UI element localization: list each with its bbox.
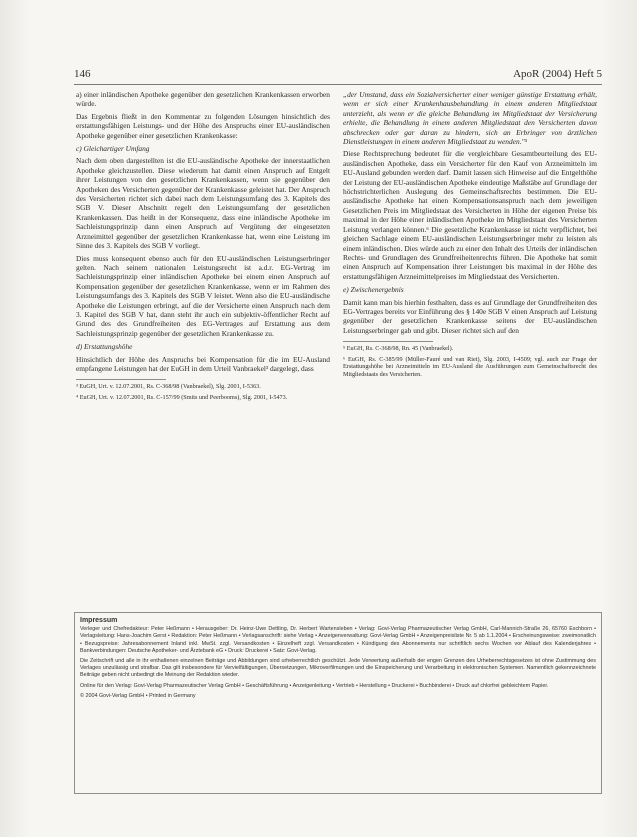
section-heading: c) Gleichartiger Umfang xyxy=(76,144,150,154)
impressum-title: Impressum xyxy=(80,617,118,624)
paragraph: Diese Rechtsprechung bedeutet für die vergleichbare Gesamtbeurteilung des EU-ausländischen Apotheke, dass ein Versicherter für den Kauf von Arzneimitteln im EU-Ausland gebunden werden darf. Damit lassen sich Hinweise auf die Entgelthöhe der Leistung der EU-ausländischen Apotheke eindeutige Maßstäbe auf Grundlage der höchstrichterlichen Auslegung des Gemeinschaftsrechts bestimmen. Die EU-ausländische Apotheke hat einen Kompensationsanspruch nach dem jeweiligen Gesetzlichen Preis im Mitgliedstaat des Versicherten in Höhe der eigenen Preise bis maximal in der Höhe einer inländischen Apotheke im Mitgliedstaat des Versicherten Leistung verlangen können.⁶ Die gesetzliche Krankenkasse ist nicht verpflichtet, bei gleichen Sachlage einem EU-ausländischen Leistungserbringer mehr zu leisten als einem inländischen. Dies würde auch zu einer den Inhalt des Urteils der inländischen Rechts- und Grundlagen des Grundfreiheitenrechts führen. Die Apotheke hat somit einen Anspruch auf Kompensation ihrer Leistungen bis maximal in der Höhe des erstattungsfähigen Arzneimittelpreises im Mitgliedstaat des Versicherten. xyxy=(343,149,597,281)
footnote: ⁴ EuGH, Urt. v. 12.07.2001, Rs. C-157/99 (Smits und Peerbooms), Slg. 2001, I-5473. xyxy=(76,393,288,401)
impressum-box xyxy=(74,612,602,794)
section-heading: e) Zwischenergebnis xyxy=(343,285,404,295)
right-column xyxy=(343,90,597,382)
paragraph: Das Ergebnis fließt in den Kommentar zu folgenden Lösungen hinsichtlich des erstattungsfähigen Leistungs- und der Höhe des Anspruchs einer EU-ausländischen Apotheke gegenüber einer gesetzlichen Krankenkasse: xyxy=(76,111,330,140)
footnote: ³ EuGH, Urt. v. 12.07.2001, Rs. C-368/98 (Vanbraekel), Slg. 2001, I-5363. xyxy=(76,383,261,391)
footnote: ⁶ EuGH, Rs. C-385/99 (Müller-Fauré und van Riet), Slg. 2003, I-4509; vgl. auch zur Frage der Erstattungshöhe bei Arzneimitteln im EU-Ausland die Ausführungen zum Gemeinschaftsrecht des Mitgliedstaats des Versicherten. xyxy=(343,355,597,378)
footnote-rule xyxy=(76,379,166,380)
running-header xyxy=(74,64,602,85)
section-heading: d) Erstattungshöhe xyxy=(76,342,133,352)
journal-reference: ApoR (2004) Heft 5 xyxy=(513,68,602,80)
paragraph: Hinsichtlich der Höhe des Anspruchs bei Kompensation für die im EU-Ausland empfangene Leistungen hat der EuGH in dem Urteil Vanbraekel³ dargelegt, dass xyxy=(76,354,330,373)
paragraph: Nach dem oben dargestellten ist die EU-ausländische Apotheke der innerstaatlichen Apotheke gleichzustellen. Diese wiederum hat damit einen Anspruch auf Entgelt ihrer Leistungen von den gesetzlichen Krankenkassen, wenn sie gegenüber den Apotheken des Versicherten gegenüber der Krankenkasse geleistet hat. Der Anspruch des Versicherten richtet sich dabei nach dem Leistungsumfang des 3. Kapitels des SGB V. Dieser Abschnitt regelt den Leistungsumfang der gesetzlichen Krankenkassen. Das heißt in der Konsequenz, dass eine inländische Apotheke im Sachleistungsprinzip dann einen Anspruch auf Vergütung der eingesetzten Arzneimittel gegenüber der gesetzlichen Krankenkasse hat, wenn eine Leistung im Sinne des 3. Kapitels des SGB V vorliegt. xyxy=(76,156,330,251)
paragraph: Damit kann man bis hierhin festhalten, dass es auf Grundlage der Grundfreiheiten des EG-Vertrages bereits vor Einführung des § 140e SGB V einen Anspruch auf Leistung gegenüber der gesetzlichen Krankenkasse seitens der EU-ausländischen Leistungserbringer gab und gibt. Dieser richtet sich auf den xyxy=(343,297,597,335)
footnote-rule xyxy=(343,341,433,342)
left-column xyxy=(76,90,330,405)
paragraph: Dies muss konsequent ebenso auch für den EU-ausländischen Leistungserbringer gelten. Nach seinem nationalen Leistungsrecht ist a.d.r. EG-Vertrag im Sachleistungsprinzip einer inländischen Apotheke bei einem einen Anspruch auf Kompensation gegenüber der gesetzlichen Krankenkasse, wenn er im Rahmen des Leistungsumfangs des 3. Kapitels des SGB V leistet. Wenn also die EU-ausländische Apotheke die Leistungen erbringt, auf die der Versicherte einen Anspruch nach dem 3. Kapitel des SGB V hat, dann steht ihr auch ein subjektiv-öffentlicher Recht auf Grund des des Grundfreiheiten des EG-Vertrages auf Erstattung aus dem Sachleistungsprinzip gegenüber der gesetzlichen Krankenkasse zu. xyxy=(76,253,330,338)
page-number: 146 xyxy=(74,68,91,80)
quotation: „der Umstand, dass ein Sozialversicherter einer weniger günstige Erstattung erhält, wenn er sich einer Krankenhausbehandlung in einem anderen Mitgliedstaat unterzieht, als wenn er die gleiche Behandlung im Mitgliedstaat der Versicherung erhielte, die Behandlung in einem anderen Mitgliedstaat den Versicherten davon abschrecken oder gar daran zu hindern, sich an Erbringer von ärztlichen Dienstleistungen in einem anderen Mitgliedstaat zu wenden."⁵ xyxy=(343,90,597,147)
impressum-text: Die Zeitschrift und alle in ihr enthaltenen einzelnen Beiträge und Abbildungen sind urheberrechtlich geschützt. Jede Verwertung außerhalb der engen Grenzen des Urheberrechtsgesetzes ist ohne Zustimmung des Verlages unzulässig und strafbar. Das gilt insbesondere für Vervielfältigungen, Übersetzungen, Mikroverfilmungen und die Einspeicherung und Verarbeitung in elektronischen Systemen. Namentlich gekennzeichnete Beiträge geben nicht unbedingt die Meinung der Redaktion wieder. xyxy=(80,658,596,679)
impressum-text: Verleger und Chefredakteur: Peter Heßmann • Herausgeber: Dr. Heinz-Uwe Dettling, Dr. Herbert Wartensleben • Verlag: Govi-Verlag Pharmazeutischer Verlag GmbH, Carl-Mannich-Straße 26, 65760 Eschborn • Verlagsleitung: Hans-Joachim Gerst • Redaktion: Peter Heßmann • Verlagsanschrift: siehe Verlag • Anzeigenverwaltung: Govi-Verlag GmbH • Anzeigenpreisliste Nr. 5 ab 1.1.2004 • Erscheinungsweise: zweimonatlich • Bezugspreise: Jahresabonnement Inland inkl. MwSt. zzgl. Versandkosten • Einzelheft zzgl. Versandkosten • Kündigung des Abonnements nur schriftlich sechs Wochen vor Ablauf des Kalenderjahres • Bankverbindungen: Deutsche Apotheker- und Ärztebank eG • Druck: Druckerei • Satz: Govi-Verlag. xyxy=(80,626,596,654)
paragraph: a) einer inländischen Apotheke gegenüber den gesetzlichen Krankenkassen erworben würde. xyxy=(76,90,330,109)
impressum-text: Online für den Verlag: Govi-Verlag Pharmazeutischer Verlag GmbH • Geschäftsführung • Anzeigenleitung • Vertrieb • Herstellung • Druckerei • Buchbinderei • Druck auf chlorfrei gebleichtem Papier. xyxy=(80,682,549,689)
copyright-line: © 2004 Govi-Verlag GmbH • Printed in Germany xyxy=(80,692,196,699)
footnote: ⁵ EuGH, Rs. C-368/98, Rn. 45 (Vanbraekel). xyxy=(343,345,454,353)
